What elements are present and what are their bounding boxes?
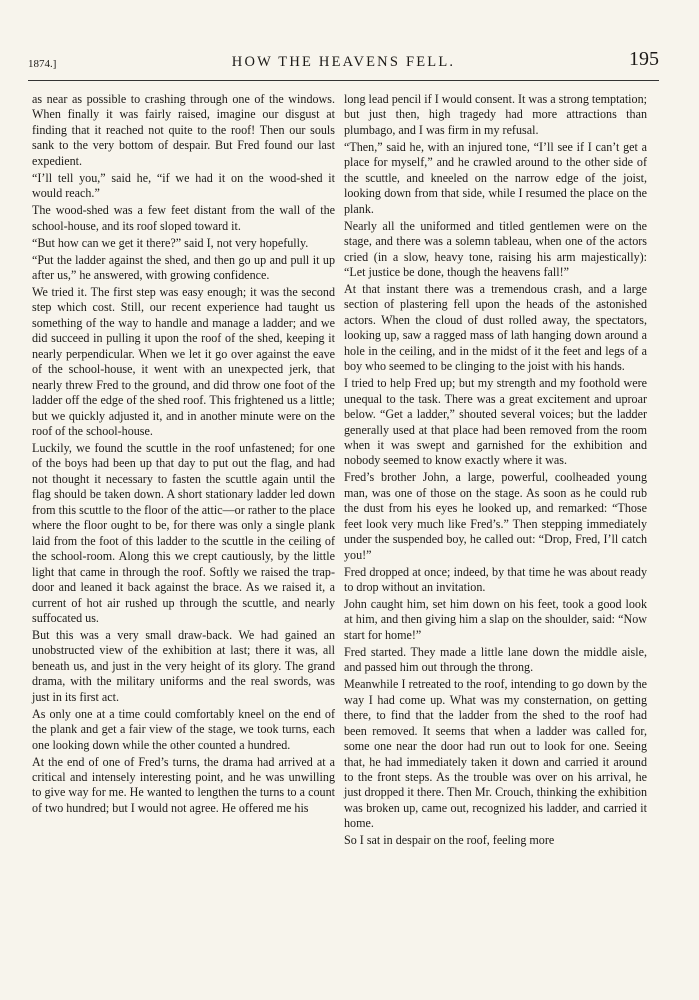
paragraph: Nearly all the uniformed and titled gentlemen were on the stage, and there was a solemn tableau, when one of the actors cried (in a slow, heavy tone, raising his arm majestically): “Let justice be done, though the heavens fall!” [344, 218, 647, 279]
paragraph: “Then,” said he, with an injured tone, “I’ll see if I can’t get a place for myself,” and he crawled around to the other side of the scuttle, and kneeled on the narrow edge of the joist, looking down from that side, while I resumed the place on the plank. [344, 139, 647, 216]
paragraph: “Put the ladder against the shed, and then go up and pull it up after us,” he answered, with growing confidence. [32, 252, 335, 282]
paragraph: We tried it. The first step was easy enough; it was the second step which cost. Still, our recent experience had taught us something of the way to handle and manage a ladder; and we did succeed in pulling it upon the roof of the shed, keeping it nearly perpendicular. When we let it go over against the eave of the school-house, it went with an unexpected jerk, that nearly threw Fred to the ground, and did throw one foot of the ladder off the edge of the shed roof. This frightened us a little; but we quickly adjusted it, and in another minute were on the roof of the school-house. [32, 284, 335, 439]
paragraph: John caught him, set him down on his feet, took a good look at him, and then giving him a slap on the shoulder, said: “Now start for home!” [344, 597, 647, 642]
paragraph: I tried to help Fred up; but my strength and my foothold were unequal to the task. There was a great excitement and uproar below. “Get a ladder,” shouted several voices; but the ladder generally used at that place had been removed from the room when it was swept and garnished for the exhibition and nobody seemed to know exactly where it was. [344, 376, 647, 468]
paragraph: At that instant there was a tremendous crash, and a large section of plastering fell upon the heads of the astonished actors. When the cloud of dust rolled away, the spectators, looking up, saw a ragged mass of lath hanging down around a hole in the ceiling, and in the midst of it the feet and legs of a boy who seemed to be clinging to the joist with his hands. [344, 281, 647, 374]
paragraph: as near as possible to crashing through one of the windows. When finally it was fairly raised, imagine our disgust at finding that it reached not quite to the roof! Then our souls sank to the very bottom of despair. But Fred found our last expedient. [32, 92, 335, 168]
paragraph: Meanwhile I retreated to the roof, intending to go down by the way I had come up. What was my consternation, on getting there, to find that the ladder from the shed to the roof had been removed. It seems that when a ladder was called for, some one near the door had run out to look for one. Seeing that, he had immediately taken it down and carried it around to the front steps. As the trouble was over on his arrival, he just dropped it there. Then Mr. Crouch, thinking the exhibition was broken up, came out, recognized his ladder, and carried it home. [344, 677, 647, 831]
paragraph: But this was a very small draw-back. We had gained an unobstructed view of the exhibition at last; there it was, all beneath us, and just in the very height of its glory. The grand drama, with the military uniforms and the real swords, was just in its first act. [32, 627, 335, 704]
running-header [28, 48, 659, 78]
paragraph: Fred started. They made a little lane down the middle aisle, and passed him out through the throng. [344, 644, 647, 675]
paragraph: “But how can we get it there?” said I, not very hopefully. [32, 235, 309, 250]
header-year: 1874.] [28, 58, 57, 70]
right-column [344, 92, 647, 850]
header-rule [28, 80, 659, 81]
paragraph: At the end of one of Fred’s turns, the drama had arrived at a critical and intensely interesting point, and he was unwilling to give way for me. He wanted to lengthen the turns to a count of two hundred; but I would not agree. He offered me his [32, 754, 335, 815]
header-title: HOW THE HEAVENS FELL. [231, 54, 456, 70]
paragraph: Fred’s brother John, a large, powerful, coolheaded young man, was one of those on the stage. As soon as he could rub the dust from his eyes he looked up, and remarked: “Those feet look very much like Fred’s.” Then stepping immediately under the suspended boy, he called out: “Drop, Fred, I’ll catch you!” [344, 470, 647, 562]
page-number: 195 [629, 48, 659, 70]
paragraph: Fred dropped at once; indeed, by that time he was about ready to drop without an invitation. [344, 564, 647, 595]
paragraph: So I sat in despair on the roof, feeling more [344, 833, 555, 848]
paragraph: The wood-shed was a few feet distant from the wall of the school-house, and its roof sloped toward it. [32, 203, 335, 233]
paragraph: long lead pencil if I would consent. It was a strong temptation; but just then, high tragedy had more attractions than plumbago, and I was firm in my refusal. [344, 92, 647, 137]
paragraph: As only one at a time could comfortably kneel on the end of the plank and get a fair view of the stage, we took turns, each one looking down while the other counted a hundred. [32, 706, 335, 752]
left-column [32, 92, 335, 818]
paragraph: “I’ll tell you,” said he, “if we had it on the wood-shed it would reach.” [32, 170, 335, 201]
paragraph: Luckily, we found the scuttle in the roof unfastened; for one of the boys had been up that day to put out the flag, and had not thought it necessary to fasten the scuttle again until the flag should be taken down. A short stationary ladder led down from this scuttle to the floor of the attic—or rather to the place where the floor ought to be, for there was only a single plank laid from the foot of this ladder to the scuttle in the ceiling of the school-room. Along this we crept cautiously, by the little light that came in through the roof. Softly we raised the trap-door and leaned it back against the brace. As we raised it, a current of hot air rushed up through the scuttle, and nearly suffocated us. [32, 440, 335, 625]
